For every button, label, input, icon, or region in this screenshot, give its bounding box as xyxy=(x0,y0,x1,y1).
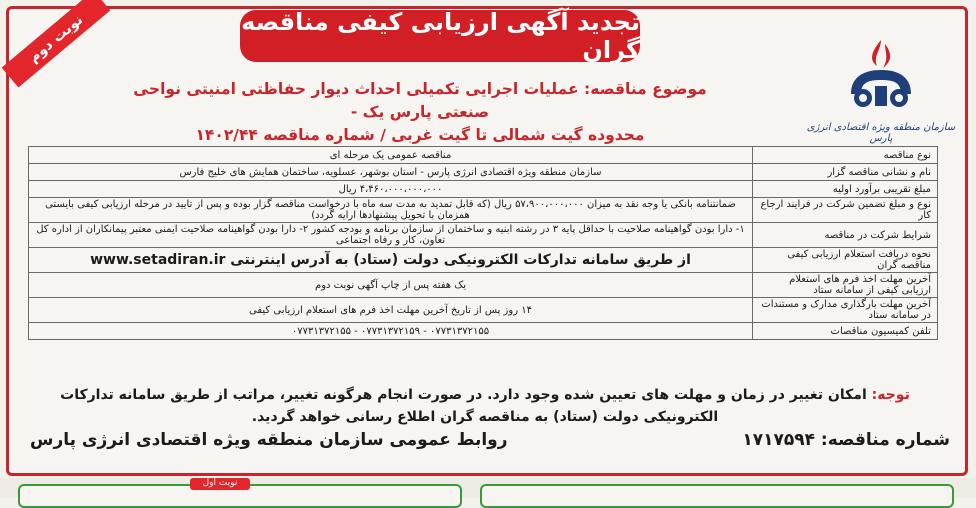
subject-line-1: موضوع مناقصه: عملیات اجرایی تکمیلی احداث دیوار حفاظتی امنیتی نواحی صنعتی پارس یک - xyxy=(133,80,707,121)
table-row xyxy=(29,323,938,340)
table-row xyxy=(29,164,938,181)
row-label: شرایط شرکت در مناقصه xyxy=(753,223,938,248)
tender-number: شماره مناقصه: ۱۷۱۷۵۹۴ xyxy=(742,430,950,450)
organization-name: سازمان منطقه ویژه اقتصادی انرژی پارس xyxy=(806,122,956,144)
tender-info-table xyxy=(28,146,938,340)
row-label: نوع مناقصه xyxy=(753,147,938,164)
public-relations-signature: روابط عمومی سازمان منطقه ویژه اقتصادی انرژی پارس xyxy=(30,430,508,450)
table-row xyxy=(29,198,938,223)
next-ad-box-right xyxy=(480,484,954,508)
row-label: آخرین مهلت بارگذاری مدارک و مستندات در سامانه ستاد xyxy=(753,298,938,323)
table-row xyxy=(29,273,938,298)
table-row xyxy=(29,223,938,248)
row-label: آخرین مهلت اخذ فرم های استعلام ارزیابی کیفی از سامانه ستاد xyxy=(753,273,938,298)
note-text: امکان تغییر در زمان و مهلت های تعیین شده وجود دارد. در صورت انجام هرگونه تغییر، مراتب از طریق سامانه تدارکات الکترونیکی دولت (ستاد) به مناقصه گران اطلاع رسانی خواهد گردید. xyxy=(60,387,867,425)
row-value: سازمان منطقه ویژه اقتصادی انرژی پارس - استان بوشهر، عسلویه، ساختمان همایش های خلیج فارس xyxy=(29,164,753,181)
attention-note xyxy=(30,384,940,428)
row-value: از طریق سامانه تدارکات الکترونیکی دولت (ستاد) به آدرس اینترنتی www.setadiran.ir xyxy=(29,248,753,273)
title-banner: تجدید آگهی ارزیابی کیفی مناقصه گران xyxy=(241,8,640,64)
table-row xyxy=(29,248,938,273)
row-label: نحوه دریافت استعلام ارزیابی کیفی مناقصه گران xyxy=(753,248,938,273)
row-label: نوع و مبلغ تضمین شرکت در فرایند ارجاع کار xyxy=(753,198,938,223)
tender-subject xyxy=(120,78,720,147)
subject-line-2: محدوده گیت شمالی تا گیت غربی / شماره مناقصه ۱۴۰۲/۴۴ xyxy=(195,126,645,144)
row-label: نام و نشانی مناقصه گزار xyxy=(753,164,938,181)
note-label: توجه: xyxy=(871,387,910,403)
row-value: ۴،۴۶۰،۰۰۰،۰۰۰،۰۰۰ ریال xyxy=(29,181,753,198)
table-row xyxy=(29,147,938,164)
table-row xyxy=(29,298,938,323)
nioc-flame-logo-icon xyxy=(841,36,921,118)
table-row xyxy=(29,181,938,198)
row-value: مناقصه عمومی یک مرحله ای xyxy=(29,147,753,164)
logo-block xyxy=(806,36,956,146)
row-label: تلفن کمیسیون مناقصات xyxy=(753,323,938,340)
row-label: مبلغ تقریبی برآورد اولیه xyxy=(753,181,938,198)
row-value: ۰۷۷۳۱۳۷۲۱۵۵ - ۰۷۷۳۱۳۷۲۱۵۹ - ۰۷۷۳۱۳۷۲۱۵۵ xyxy=(29,323,753,340)
bottom-tag: نوبت اول xyxy=(190,478,250,490)
row-value: ۱- دارا بودن گواهینامه صلاحیت با حداقل پایه ۳ در رشته ابنیه و ساختمان از سازمان برنامه و بودجه کشور ۲- دارا بودن گواهینامه صلاحیت ایمنی معتبر پیمانکاران از اداره کل تعاون، کار و رفاه اجتماعی xyxy=(29,223,753,248)
row-value: ضمانتنامه بانکی یا وجه نقد به میزان ۵۷،۹۰۰،۰۰۰،۰۰۰ ریال (که قابل تمدید به مدت سه ماه با درخواست مناقصه گزار بوده و پس از تایید در مرحله ارزیابی کیفی بایستی همزمان با تحویل پیشنهادها ارایه گردد) xyxy=(29,198,753,223)
row-value: یک هفته پس از چاپ آگهی نوبت دوم xyxy=(29,273,753,298)
row-value: ۱۴ روز پس از تاریخ آخرین مهلت اخذ فرم های استعلام ارزیابی کیفی xyxy=(29,298,753,323)
corner-ribbon: نوبت دوم xyxy=(2,0,111,88)
